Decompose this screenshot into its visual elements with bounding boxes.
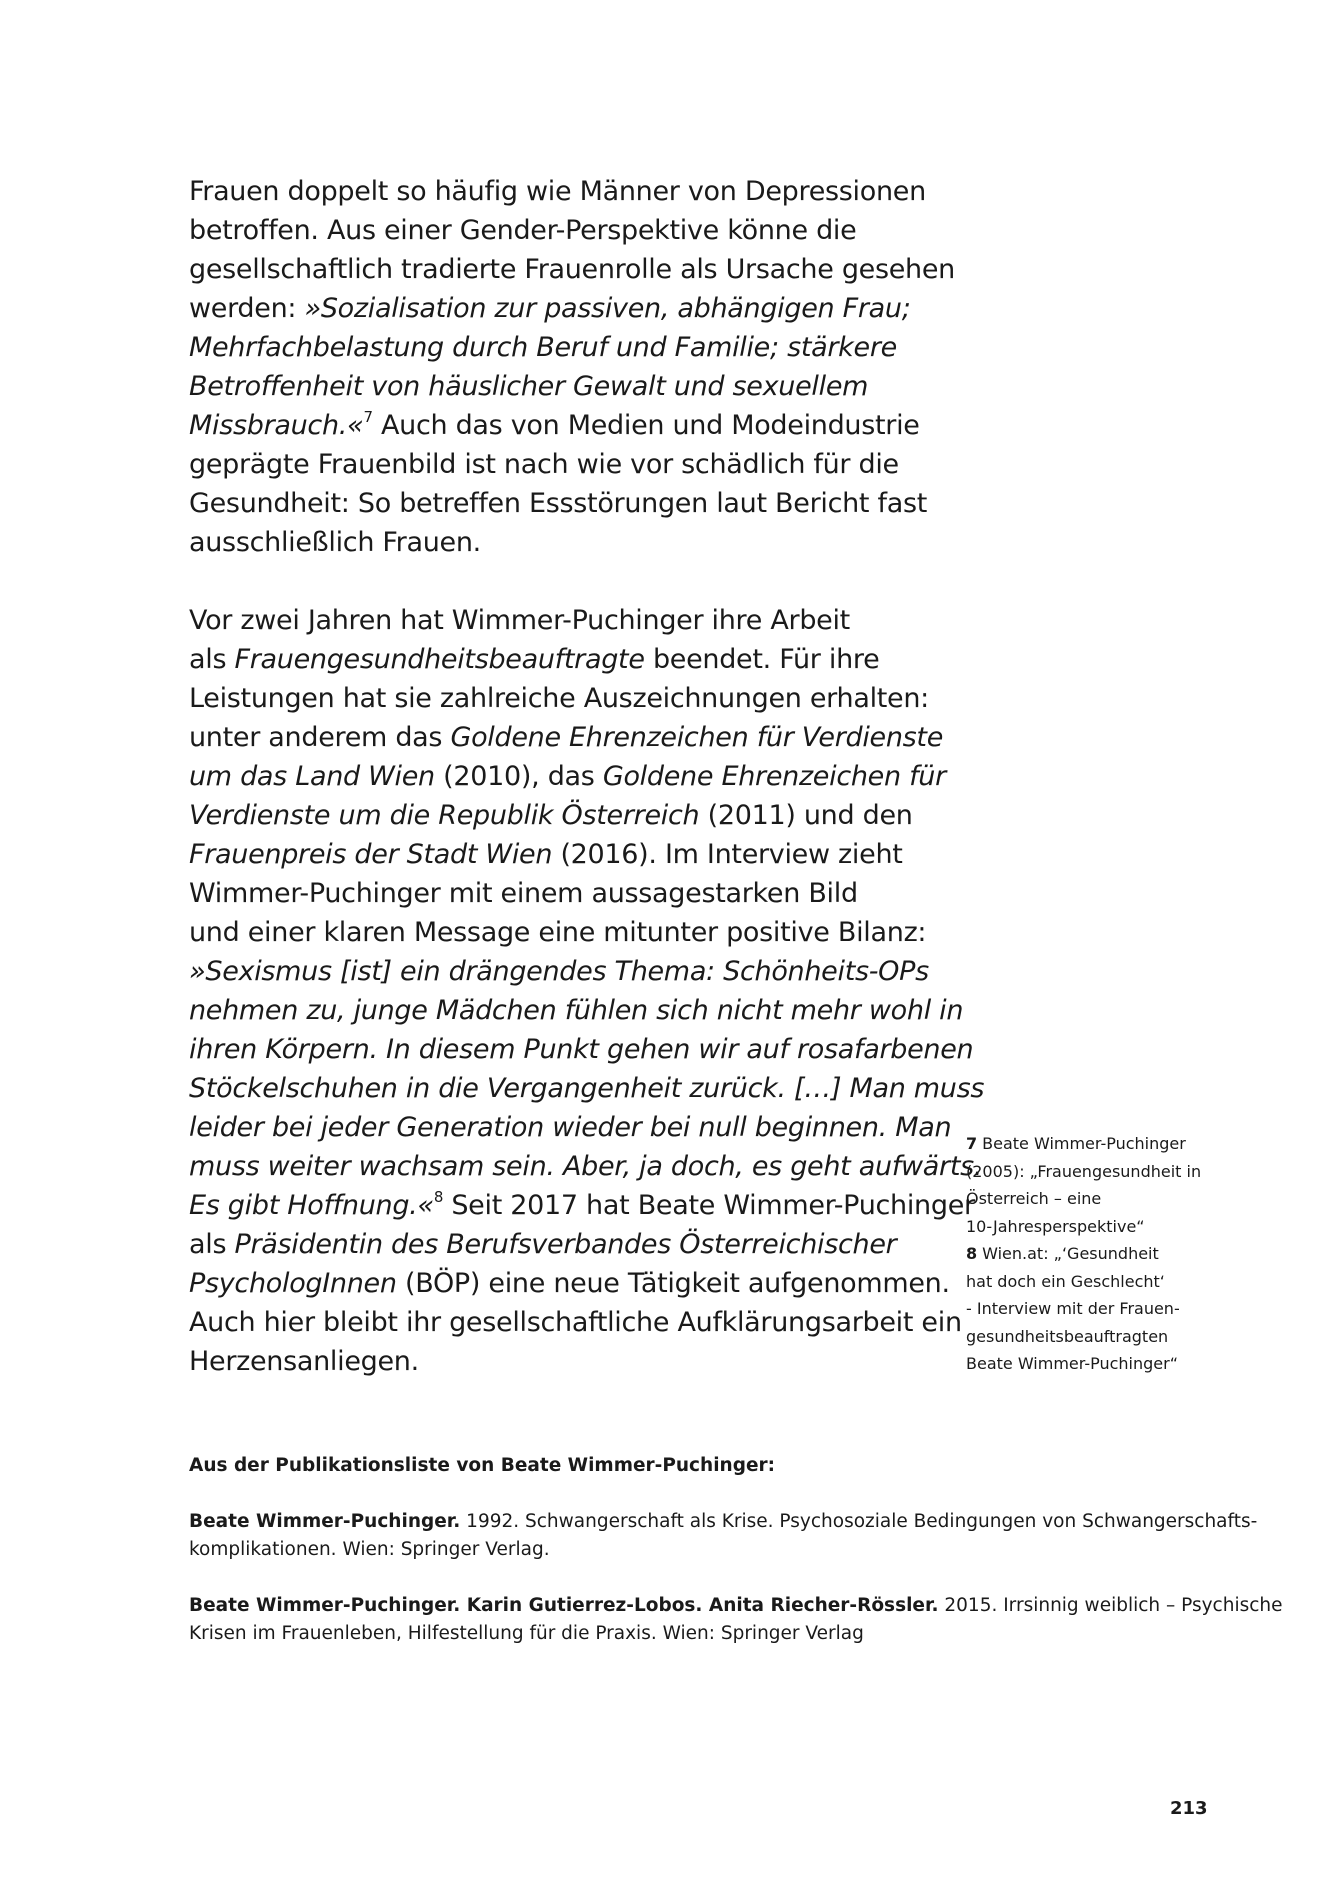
title-text: Präsidentin des Berufsverbandes Österreichischer	[234, 1229, 897, 1260]
text-line: Gesundheit: So betreffen Essstörungen laut Bericht fast	[189, 488, 927, 519]
text-line: Herzensanliegen.	[189, 1346, 419, 1377]
text-line: Frauen doppelt so häufig wie Männer von Depressionen	[189, 176, 926, 207]
award-text: Goldene Ehrenzeichen für Verdienste	[450, 722, 944, 753]
text-line	[189, 367, 949, 406]
publication-details: 2015. Irrsinnig weiblich – Psychische	[938, 1595, 1283, 1616]
footnote-line: Österreich – eine	[966, 1189, 1102, 1208]
footnote-marker-8[interactable]: 8	[433, 1188, 444, 1206]
text-line: Leistungen hat sie zahlreiche Auszeichnungen erhalten:	[189, 683, 929, 714]
text-line	[189, 1069, 985, 1108]
text-line	[189, 1186, 975, 1225]
award-text: Frauenpreis der Stadt Wien	[189, 839, 553, 870]
text-line	[189, 991, 964, 1030]
quote-text: »Sozialisation zur passiven, abhängigen Frau;	[304, 293, 911, 324]
quote-text: Betroffenheit von häuslicher Gewalt und sexuellem	[189, 371, 869, 402]
text-run: werden:	[189, 293, 305, 324]
quote-text: nehmen zu, junge Mädchen fühlen sich nicht mehr wohl in	[189, 995, 964, 1026]
text-run: (2011) und den	[699, 800, 913, 831]
publication-list-heading: Aus der Publikationsliste von Beate Wimmer-Puchinger:	[189, 1455, 776, 1476]
publication-line	[189, 1508, 1258, 1536]
footnote-line	[966, 1130, 1216, 1158]
text-line	[189, 1108, 952, 1147]
footnote-line: 10-Jahresperspektive“	[966, 1216, 1145, 1236]
footnotes-sidebar	[966, 1130, 1216, 1378]
footnote-line: Beate Wimmer-Puchinger“	[966, 1354, 1178, 1373]
text-line	[189, 640, 949, 679]
quote-text: Mehrfachbelastung durch Beruf und Familie; stärkere	[189, 332, 897, 363]
award-text: Goldene Ehrenzeichen für	[602, 761, 946, 792]
footnote-8	[966, 1240, 1216, 1378]
text-run: beendet. Für ihre	[644, 644, 880, 675]
quote-text: leider bei jeder Generation wieder bei null beginnen. Man	[189, 1112, 952, 1143]
text-line	[189, 952, 949, 991]
text-line	[189, 835, 949, 874]
text-line: Vor zwei Jahren hat Wimmer-Puchinger ihre Arbeit	[189, 605, 850, 636]
text-line	[189, 1030, 974, 1069]
body-paragraph-1	[189, 172, 955, 562]
footnote-line: (2005): „Frauengesundheit in	[966, 1161, 1202, 1181]
text-line: betroffen. Aus einer Gender-Perspektive könne die	[189, 215, 857, 246]
text-line	[189, 1225, 949, 1264]
title-text: PsychologInnen	[189, 1268, 397, 1299]
text-line	[189, 757, 949, 796]
text-run: als	[189, 1229, 235, 1260]
text-line	[189, 1264, 949, 1303]
publication-details: 1992. Schwangerschaft als Krise. Psychosoziale Bedingungen von Schwangerschafts-	[460, 1511, 1258, 1532]
footnote-line: - Interview mit der Frauen-	[966, 1299, 1180, 1318]
publication-entry	[189, 1508, 1258, 1564]
text-line: und einer klaren Message eine mitunter positive Bilanz:	[189, 917, 927, 948]
footnote-number: 7	[966, 1134, 978, 1153]
text-line: gesellschaftlich tradierte Frauenrolle als Ursache gesehen	[189, 254, 955, 285]
text-run: (2010), das	[434, 761, 603, 792]
text-line: Auch hier bleibt ihr gesellschaftliche Aufklärungsarbeit ein	[189, 1307, 962, 1338]
publication-authors: Beate Wimmer-Puchinger.	[189, 1511, 461, 1532]
footnote-line: hat doch ein Geschlecht‘	[966, 1271, 1165, 1291]
text-run: Auch das von Medien und Modeindustrie	[372, 410, 920, 441]
publication-line: Krisen im Frauenleben, Hilfestellung für die Praxis. Wien: Springer Verlag	[189, 1623, 864, 1644]
award-text: um das Land Wien	[189, 761, 435, 792]
quote-text: ihren Körpern. In diesem Punkt gehen wir auf rosafarbenen	[189, 1034, 974, 1065]
publication-list	[189, 1452, 1283, 1676]
quote-text: muss weiter wachsam sein. Aber, ja doch, es geht aufwärts.	[189, 1151, 983, 1182]
title-text: Frauengesundheitsbeauftragte	[234, 644, 645, 675]
footnote-text: Wien.at: „‘Gesundheit	[982, 1244, 1159, 1263]
body-paragraph-2	[189, 601, 985, 1381]
text-line: geprägte Frauenbild ist nach wie vor schädlich für die	[189, 449, 899, 480]
footnote-line	[966, 1240, 1216, 1268]
footnote-7	[966, 1130, 1216, 1240]
footnote-marker-7[interactable]: 7	[363, 408, 373, 426]
footnote-number: 8	[966, 1244, 978, 1263]
main-text-column	[189, 172, 985, 1381]
page-number: 213	[1170, 1798, 1208, 1819]
publication-entry	[189, 1592, 1283, 1648]
text-line	[189, 1147, 983, 1186]
quote-text: Es gibt Hoffnung.«	[189, 1190, 434, 1221]
text-run: unter anderem das	[189, 722, 451, 753]
text-run: Seit 2017 hat Beate Wimmer-Puchinger	[443, 1190, 975, 1221]
text-run: (BÖP) eine neue Tätigkeit aufgenommen.	[396, 1268, 950, 1299]
text-line	[189, 289, 949, 328]
text-line	[189, 406, 949, 445]
footnote-line: gesundheitsbeauftragten	[966, 1326, 1169, 1346]
publication-line: komplikationen. Wien: Springer Verlag.	[189, 1539, 550, 1560]
text-run: (2016). Im Interview zieht	[552, 839, 903, 870]
quote-text: Missbrauch.«	[189, 410, 364, 441]
text-line: ausschließlich Frauen.	[189, 527, 481, 558]
award-text: Verdienste um die Republik Österreich	[189, 800, 700, 831]
publication-authors: Beate Wimmer-Puchinger. Karin Gutierrez-Lobos. Anita Riecher-Rössler.	[189, 1595, 939, 1616]
footnote-text: Beate Wimmer-Puchinger	[982, 1134, 1186, 1153]
text-line	[189, 718, 949, 757]
quote-text: Stöckelschuhen in die Vergangenheit zurück. […] Man muss	[189, 1073, 985, 1104]
text-line	[189, 796, 949, 835]
publication-line	[189, 1592, 1283, 1620]
text-line: Wimmer-Puchinger mit einem aussagestarken Bild	[189, 878, 858, 909]
text-run: als	[189, 644, 235, 675]
text-line	[189, 328, 949, 367]
quote-text: »Sexismus [ist] ein drängendes Thema: Schönheits-OPs	[189, 956, 929, 987]
